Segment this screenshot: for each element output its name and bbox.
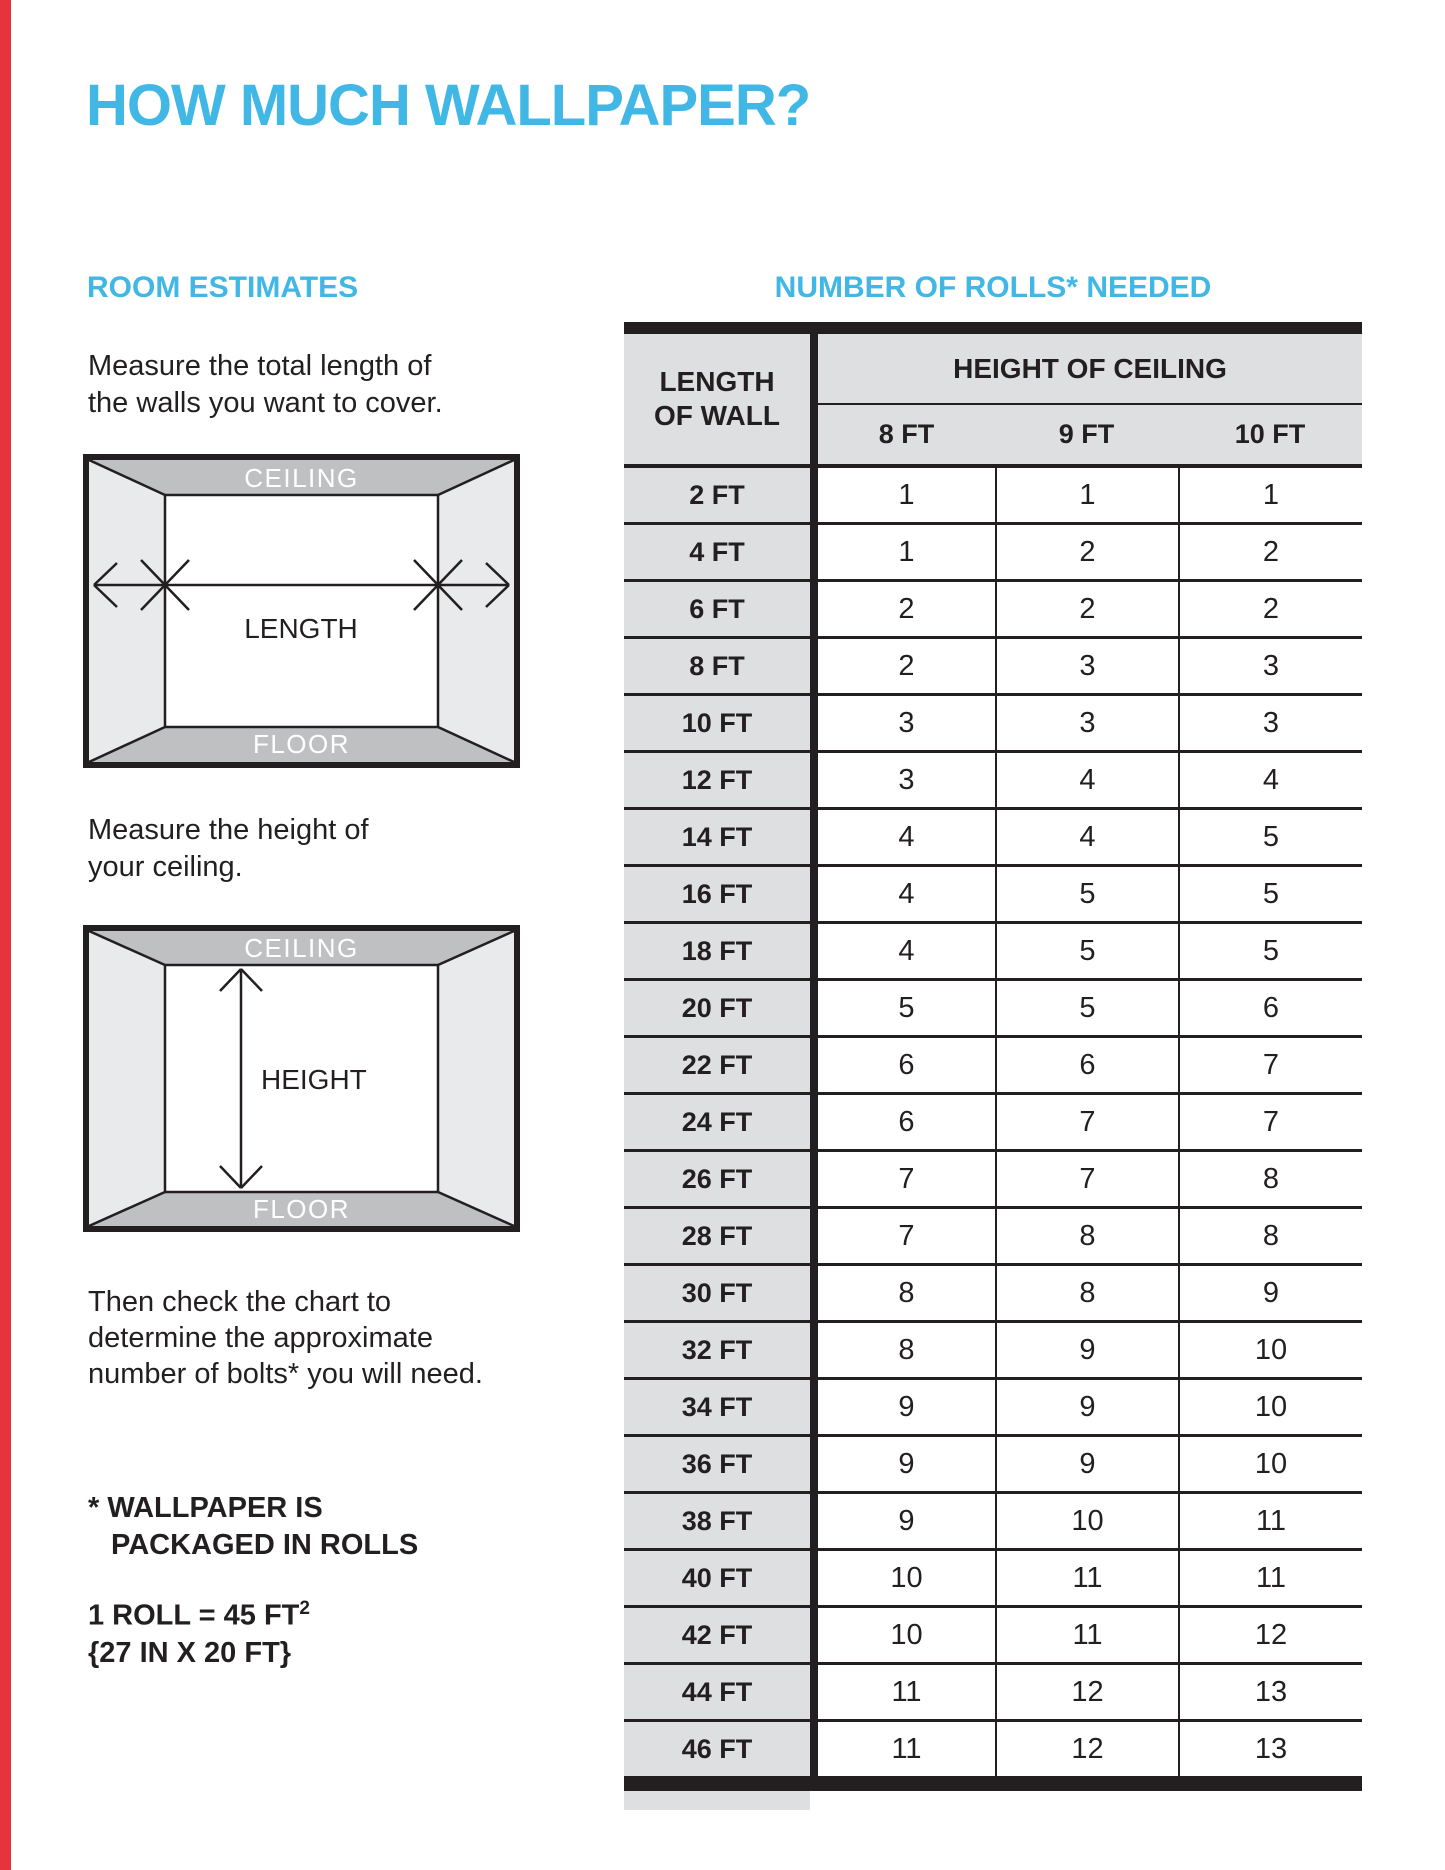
table-row: [624, 1548, 1362, 1605]
value-cell: 10: [1178, 1323, 1362, 1377]
column-divider: [810, 1038, 818, 1092]
value-cell: 4: [995, 753, 1178, 807]
value-cell: 9: [818, 1380, 995, 1434]
ceiling-label: CEILING: [244, 933, 359, 963]
value-cell: 5: [995, 867, 1178, 921]
column-divider: [810, 1095, 818, 1149]
paragraph-measure-length: [88, 348, 443, 422]
column-divider: [810, 1608, 818, 1662]
value-cell: 4: [818, 924, 995, 978]
value-cell: 10: [818, 1608, 995, 1662]
value-cell: 7: [1178, 1095, 1362, 1149]
value-cell: 2: [1178, 582, 1362, 636]
row-label-cell: 34 FT: [624, 1380, 810, 1434]
value-cell: 3: [818, 753, 995, 807]
row-label-cell: 40 FT: [624, 1551, 810, 1605]
roll-area-line: 1 ROLL = 45 $FT^2$: [88, 1598, 310, 1632]
value-cell: 12: [1178, 1608, 1362, 1662]
table-row: [624, 1263, 1362, 1320]
squared-superscript: 2: [299, 1598, 310, 1619]
value-cell: 9: [818, 1494, 995, 1548]
row-label-cell: 12 FT: [624, 753, 810, 807]
table-row: [624, 978, 1362, 1035]
value-cell: 4: [818, 810, 995, 864]
table-row: [624, 1206, 1362, 1263]
value-cell: 7: [995, 1152, 1178, 1206]
table-row: [624, 464, 1362, 522]
value-cell: 6: [818, 1038, 995, 1092]
value-cell: 6: [995, 1038, 1178, 1092]
value-cell: 9: [995, 1437, 1178, 1491]
table-row: [624, 1149, 1362, 1206]
column-divider: [810, 1722, 818, 1776]
value-cell: 10: [995, 1494, 1178, 1548]
column-divider: [810, 981, 818, 1035]
value-cell: 4: [995, 810, 1178, 864]
row-label-cell: 44 FT: [624, 1665, 810, 1719]
value-cell: 7: [995, 1095, 1178, 1149]
row-label-cell: 22 FT: [624, 1038, 810, 1092]
column-divider: [810, 1209, 818, 1263]
column-divider: [810, 1551, 818, 1605]
value-cell: 9: [818, 1437, 995, 1491]
table-row: [624, 921, 1362, 978]
table-row: [624, 750, 1362, 807]
table-row: [624, 579, 1362, 636]
column-divider: [810, 334, 818, 464]
column-header-8ft: 8 FT: [878, 419, 935, 449]
row-label-cell: 46 FT: [624, 1722, 810, 1776]
paragraph-line: Measure the height of: [88, 814, 369, 846]
row-label-cell: 2 FT: [624, 468, 810, 522]
value-cell: 2: [818, 639, 995, 693]
column-divider: [810, 867, 818, 921]
value-cell: 2: [995, 582, 1178, 636]
value-cell: 9: [1178, 1266, 1362, 1320]
ceiling-label: CEILING: [244, 463, 359, 493]
length-of-wall-header: [624, 334, 810, 464]
value-cell: 3: [818, 696, 995, 750]
value-cell: 10: [818, 1551, 995, 1605]
ceiling-height-columns: [818, 405, 1362, 464]
row-label-cell: 26 FT: [624, 1152, 810, 1206]
value-cell: 13: [1178, 1722, 1362, 1776]
value-cell: 8: [995, 1209, 1178, 1263]
length-arrow-graphic: [89, 460, 514, 762]
row-label-cell: 32 FT: [624, 1323, 810, 1377]
row-label-cell: 30 FT: [624, 1266, 810, 1320]
room-diagram-length: [83, 454, 520, 768]
value-cell: 13: [1178, 1665, 1362, 1719]
column-divider: [810, 525, 818, 579]
value-cell: 5: [1178, 867, 1362, 921]
column-divider: [810, 582, 818, 636]
column-divider: [810, 1323, 818, 1377]
row-label-cell: 10 FT: [624, 696, 810, 750]
table-top-bar: [624, 322, 1362, 334]
row-label-cell: 38 FT: [624, 1494, 810, 1548]
column-divider: [810, 924, 818, 978]
row-label-cell: 20 FT: [624, 981, 810, 1035]
column-divider: [810, 1437, 818, 1491]
table-row: [624, 864, 1362, 921]
value-cell: 1: [818, 525, 995, 579]
value-cell: 5: [1178, 810, 1362, 864]
table-row: [624, 1320, 1362, 1377]
table-row: [624, 522, 1362, 579]
column-header-10ft: 10 FT: [1234, 419, 1306, 449]
table-row: [624, 1491, 1362, 1548]
value-cell: 7: [1178, 1038, 1362, 1092]
value-cell: 1: [995, 468, 1178, 522]
value-cell: 8: [818, 1266, 995, 1320]
table-row: [624, 693, 1362, 750]
value-cell: 10: [1178, 1380, 1362, 1434]
row-label-cell: 18 FT: [624, 924, 810, 978]
table-row: [624, 807, 1362, 864]
page-title: HOW MUCH WALLPAPER?: [86, 73, 811, 138]
column-divider: [810, 753, 818, 807]
paragraph-line: number of bolts* you will need.: [88, 1358, 483, 1390]
value-cell: 9: [995, 1323, 1178, 1377]
value-cell: 8: [1178, 1152, 1362, 1206]
column-divider: [810, 810, 818, 864]
value-cell: 12: [995, 1665, 1178, 1719]
row-label-cell: 42 FT: [624, 1608, 810, 1662]
row-label-cell: 24 FT: [624, 1095, 810, 1149]
value-cell: 10: [1178, 1437, 1362, 1491]
table-row: [624, 1377, 1362, 1434]
ceiling-height-header-group: [818, 334, 1362, 464]
value-cell: 12: [995, 1722, 1178, 1776]
floor-label: FLOOR: [252, 1194, 351, 1224]
value-cell: 11: [818, 1722, 995, 1776]
value-cell: 7: [818, 1209, 995, 1263]
column-divider: [810, 696, 818, 750]
row-label-cell: 14 FT: [624, 810, 810, 864]
table-row: [624, 1605, 1362, 1662]
value-cell: 8: [1178, 1209, 1362, 1263]
header-line: OF WALL: [654, 400, 780, 431]
value-cell: 11: [995, 1551, 1178, 1605]
value-cell: 1: [818, 468, 995, 522]
column-divider: [810, 1152, 818, 1206]
length-measure-label: LENGTH: [244, 613, 358, 644]
footnote-line: * WALLPAPER IS: [88, 1492, 323, 1524]
paragraph-check-chart: [88, 1284, 483, 1392]
row-label-cell: 4 FT: [624, 525, 810, 579]
column-divider: [810, 1380, 818, 1434]
paragraph-line: Then check the chart to: [88, 1286, 392, 1318]
value-cell: 11: [1178, 1494, 1362, 1548]
footnote-line: PACKAGED IN ROLLS: [111, 1529, 419, 1561]
value-cell: 6: [1178, 981, 1362, 1035]
header-line: LENGTH: [659, 366, 775, 397]
table-bottom-bar: [624, 1776, 1362, 1791]
table-row: [624, 1662, 1362, 1719]
paragraph-measure-height: [88, 812, 369, 886]
left-edge-red-strip: [0, 0, 11, 1870]
section-heading-room-estimates: ROOM ESTIMATES: [87, 271, 359, 304]
value-cell: 6: [818, 1095, 995, 1149]
height-of-ceiling-header: HEIGHT OF CEILING: [818, 334, 1362, 405]
roll-size-info: [88, 1590, 310, 1672]
row-label-cell: 16 FT: [624, 867, 810, 921]
value-cell: 8: [818, 1323, 995, 1377]
table-header: [624, 334, 1362, 464]
column-header-9ft: 9 FT: [1058, 419, 1115, 449]
value-cell: 5: [995, 981, 1178, 1035]
value-cell: 2: [1178, 525, 1362, 579]
value-cell: 9: [995, 1380, 1178, 1434]
table-body: [624, 464, 1362, 1776]
paragraph-line: Measure the total length of: [88, 350, 432, 382]
value-cell: 7: [818, 1152, 995, 1206]
paragraph-line: your ceiling.: [88, 851, 243, 883]
value-cell: 5: [1178, 924, 1362, 978]
column-divider: [810, 1665, 818, 1719]
table-heading: NUMBER OF ROLLS* NEEDED: [774, 271, 1212, 304]
value-cell: 3: [1178, 696, 1362, 750]
row-label-cell: 28 FT: [624, 1209, 810, 1263]
room-diagram-height: [83, 925, 520, 1232]
table-row: [624, 1035, 1362, 1092]
column-divider: [810, 468, 818, 522]
table-row: [624, 1092, 1362, 1149]
value-cell: 3: [995, 696, 1178, 750]
value-cell: 4: [1178, 753, 1362, 807]
value-cell: 11: [818, 1665, 995, 1719]
row-label-cell: 6 FT: [624, 582, 810, 636]
value-cell: 5: [818, 981, 995, 1035]
value-cell: 5: [995, 924, 1178, 978]
row-label-cell: 36 FT: [624, 1437, 810, 1491]
value-cell: 11: [995, 1608, 1178, 1662]
height-arrow-graphic: [89, 931, 514, 1226]
value-cell: 3: [995, 639, 1178, 693]
column-divider: [810, 1494, 818, 1548]
value-cell: 2: [818, 582, 995, 636]
table-row: [624, 1719, 1362, 1776]
height-measure-label: HEIGHT: [261, 1064, 367, 1095]
value-cell: 4: [818, 867, 995, 921]
wallpaper-rolls-footnote: [88, 1490, 418, 1564]
table-row: [624, 1434, 1362, 1491]
value-cell: 1: [1178, 468, 1362, 522]
rolls-needed-table: [624, 322, 1362, 1810]
value-cell: 11: [1178, 1551, 1362, 1605]
floor-label: FLOOR: [252, 729, 351, 759]
value-cell: 8: [995, 1266, 1178, 1320]
paragraph-line: the walls you want to cover.: [88, 387, 443, 419]
row-label-cell: 8 FT: [624, 639, 810, 693]
paragraph-line: determine the approximate: [88, 1322, 433, 1354]
value-cell: 2: [995, 525, 1178, 579]
value-cell: 3: [1178, 639, 1362, 693]
table-row: [624, 636, 1362, 693]
roll-dimensions-line: {27 IN X 20 FT}: [88, 1636, 292, 1669]
column-divider: [810, 1266, 818, 1320]
label-column-stub: [624, 1791, 810, 1810]
column-divider: [810, 639, 818, 693]
